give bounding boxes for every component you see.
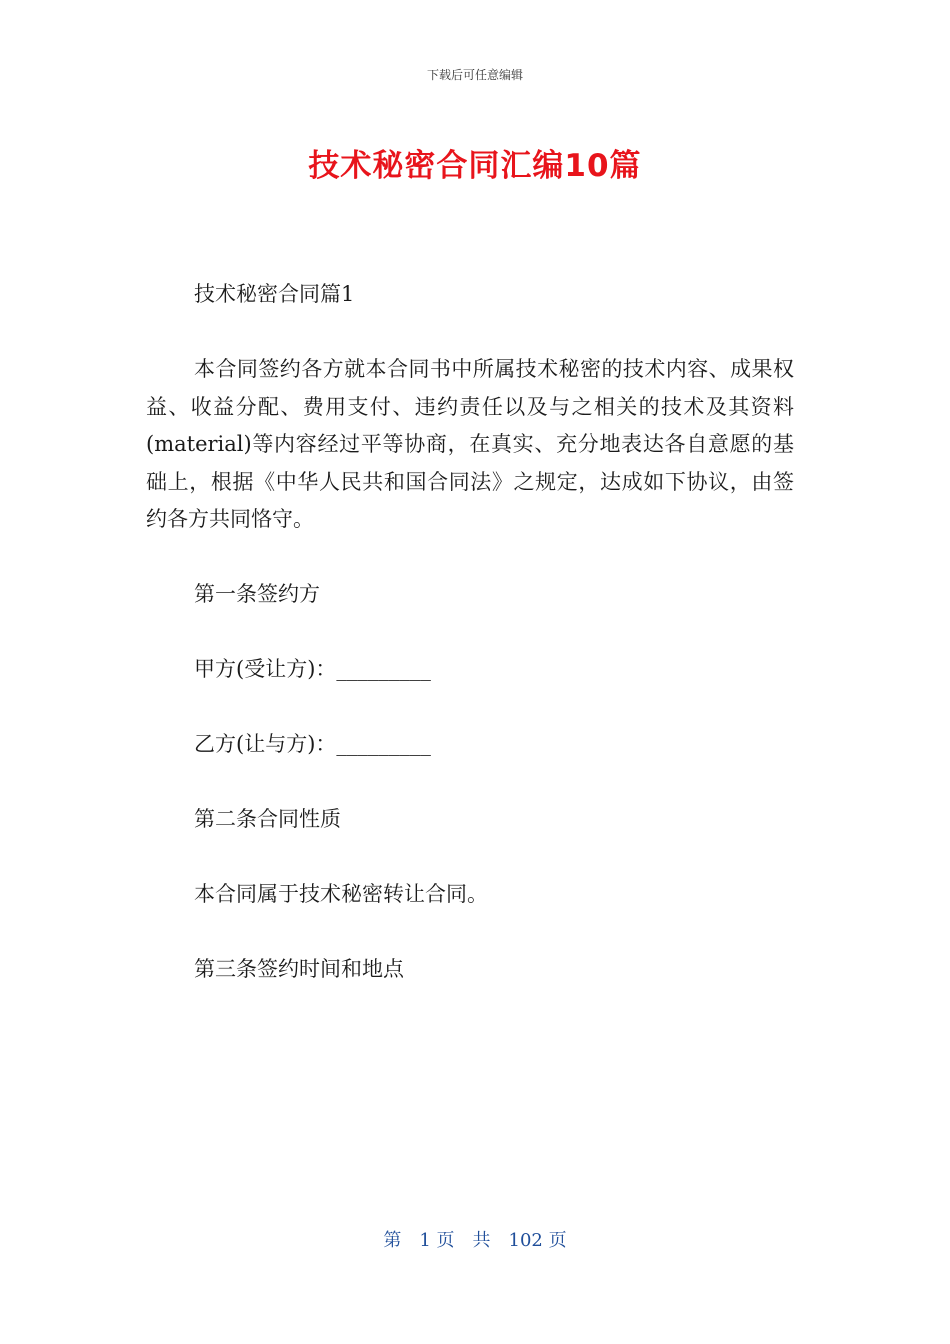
body-paragraph: 本合同签约各方就本合同书中所属技术秘密的技术内容、成果权益、收益分配、费用支付、违约责任以及与之相关的技术及其资料(material)等内容经过平等协商，在真实、充分地表达各自意愿的基础上，根据《中华人民共和国合同法》之规定，达成如下协议，由签约各方共同恪守。 bbox=[146, 357, 794, 531]
article-heading: 第一条签约方 bbox=[194, 582, 320, 606]
document-title: 技术秘密合同汇编10篇 bbox=[308, 148, 642, 184]
article-heading: 第三条签约时间和地点 bbox=[194, 957, 404, 981]
party-a-line: 甲方(受让方)：_________ bbox=[194, 657, 431, 681]
body-paragraph: 本合同属于技术秘密转让合同。 bbox=[194, 882, 488, 906]
party-b-line: 乙方(让与方)：_________ bbox=[194, 732, 431, 756]
header-note: 下载后可任意编辑 bbox=[426, 68, 523, 82]
article-heading: 第二条合同性质 bbox=[194, 807, 341, 831]
section-heading: 技术秘密合同篇1 bbox=[194, 282, 355, 306]
document-body bbox=[146, 276, 794, 1026]
page-number-footer: 第 1 页 共 102 页 bbox=[383, 1230, 567, 1251]
